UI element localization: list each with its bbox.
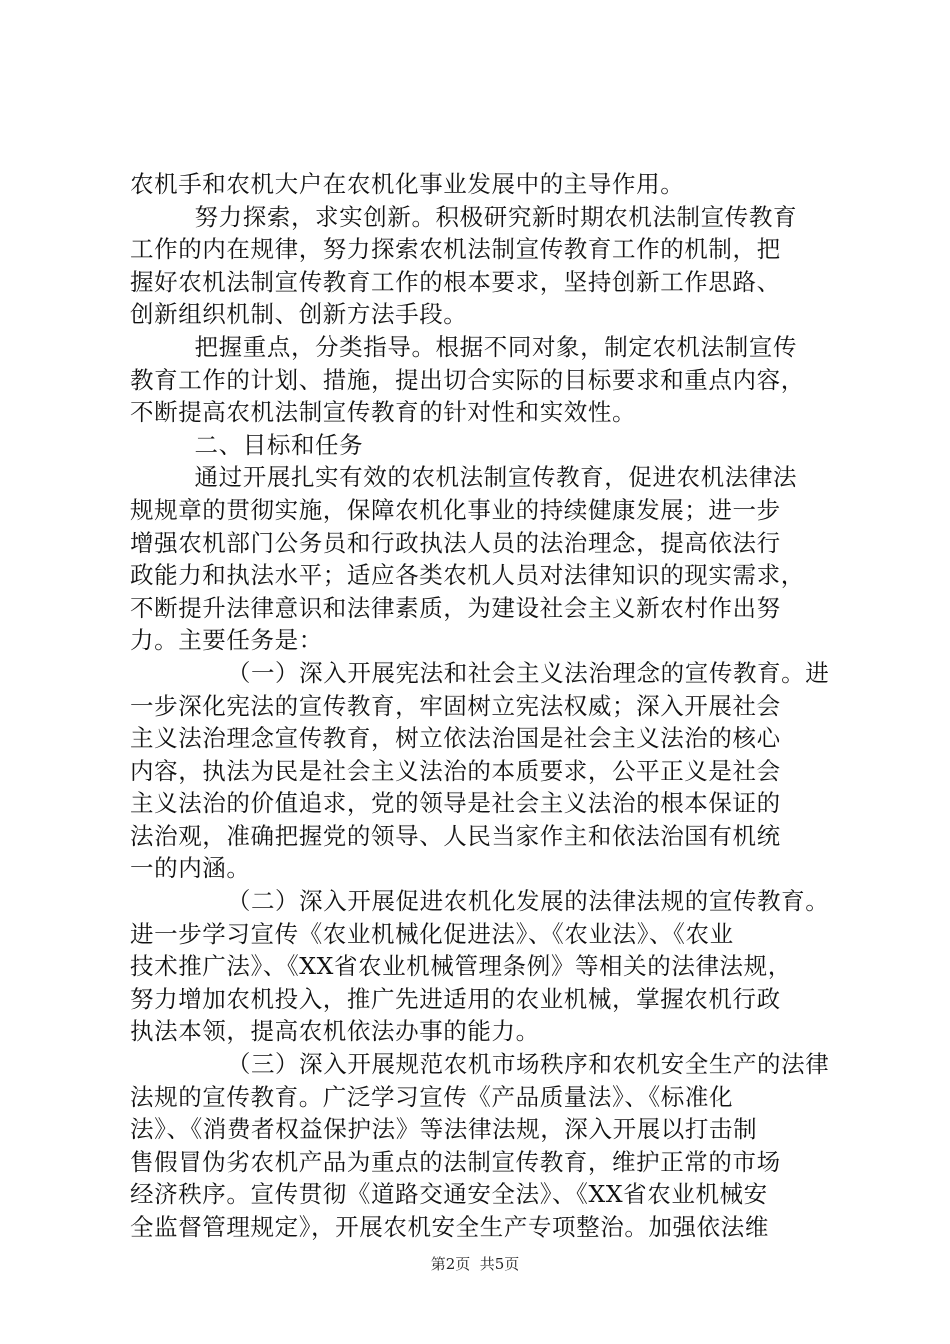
text-line: 增强农机部门公务员和行政执法人员的法治理念，提高依法行 — [130, 528, 781, 557]
text-line: 法治观，准确把握党的领导、人民当家作主和依法治国有机统 — [130, 821, 781, 850]
text-line: 执法本领，提高农机依法办事的能力。 — [130, 1017, 540, 1046]
text-line: 教育工作的计划、措施，提出切合实际的目标要求和重点内容， — [130, 365, 805, 394]
text-line: 进一步学习宣传《农业机械化促进法》、《农业法》、《农业 — [130, 919, 734, 948]
text-line: 一步深化宪法的宣传教育，牢固树立宪法权威；深入开展社会 — [130, 691, 781, 720]
text-line: 主义法治理念宣传教育，树立依法治国是社会主义法治的核心 — [130, 724, 781, 753]
text-line: （一）深入开展宪法和社会主义法治理念的宣传教育。进 — [130, 658, 830, 687]
text-line: 内容，执法为民是社会主义法治的本质要求，公平正义是社会 — [130, 756, 781, 785]
text-line: 力。主要任务是： — [130, 626, 323, 655]
text-line: 全监督管理规定》，开展农机安全生产专项整治。加强依法维 — [130, 1213, 769, 1241]
text-line: （二）深入开展促进农机化发展的法律法规的宣传教育。 — [130, 887, 830, 916]
text-line: 把握重点，分类指导。根据不同对象，制定农机法制宣传 — [130, 332, 798, 361]
text-line: 工作的内在规律，努力探索农机法制宣传教育工作的机制，把 — [130, 235, 781, 264]
text-line: 创新组织机制、创新方法手段。 — [130, 300, 468, 329]
text-line: 农机手和农机大户在农机化事业发展中的主导作用。 — [130, 170, 685, 198]
page-number-footer: 第2页 共5页 — [430, 1255, 520, 1273]
text-line: 法》、《消费者权益保护法》等法律法规，深入开展以打击制 — [130, 1115, 758, 1144]
text-line: 一的内涵。 — [130, 854, 251, 883]
text-line: 握好农机法制宣传教育工作的根本要求，坚持创新工作思路、 — [130, 267, 781, 296]
text-line: 努力探索，求实创新。积极研究新时期农机法制宣传教育 — [130, 202, 798, 231]
text-line: 努力增加农机投入，推广先进适用的农业机械，掌握农机行政 — [130, 984, 781, 1013]
text-line: 不断提升法律意识和法律素质，为建设社会主义新农村作出努 — [130, 593, 781, 622]
text-line: 主义法治的价值追求，党的领导是社会主义法治的根本保证的 — [130, 789, 781, 818]
section-heading: 二、目标和任务 — [130, 430, 364, 459]
text-line: （三）深入开展规范农机市场秩序和农机安全生产的法律 — [130, 1050, 830, 1079]
text-line: 通过开展扎实有效的农机法制宣传教育，促进农机法律法 — [130, 463, 798, 492]
text-line: 售假冒伪劣农机产品为重点的法制宣传教育，维护正常的市场 — [130, 1147, 781, 1176]
text-line: 不断提高农机法制宣传教育的针对性和实效性。 — [130, 398, 637, 427]
text-line: 法规的宣传教育。广泛学习宣传《产品质量法》、《标准化 — [130, 1082, 734, 1111]
text-line: 经济秩序。宣传贯彻《道路交通安全法》、《XX省农业机械安 — [130, 1180, 768, 1209]
text-line: 规规章的贯彻实施，保障农机化事业的持续健康发展；进一步 — [130, 495, 781, 524]
text-line: 政能力和执法水平；适应各类农机人员对法律知识的现实需求， — [130, 561, 805, 590]
document-body — [130, 168, 836, 1244]
text-line: 技术推广法》、《XX省农业机械管理条例》等相关的法律法规， — [130, 952, 792, 981]
